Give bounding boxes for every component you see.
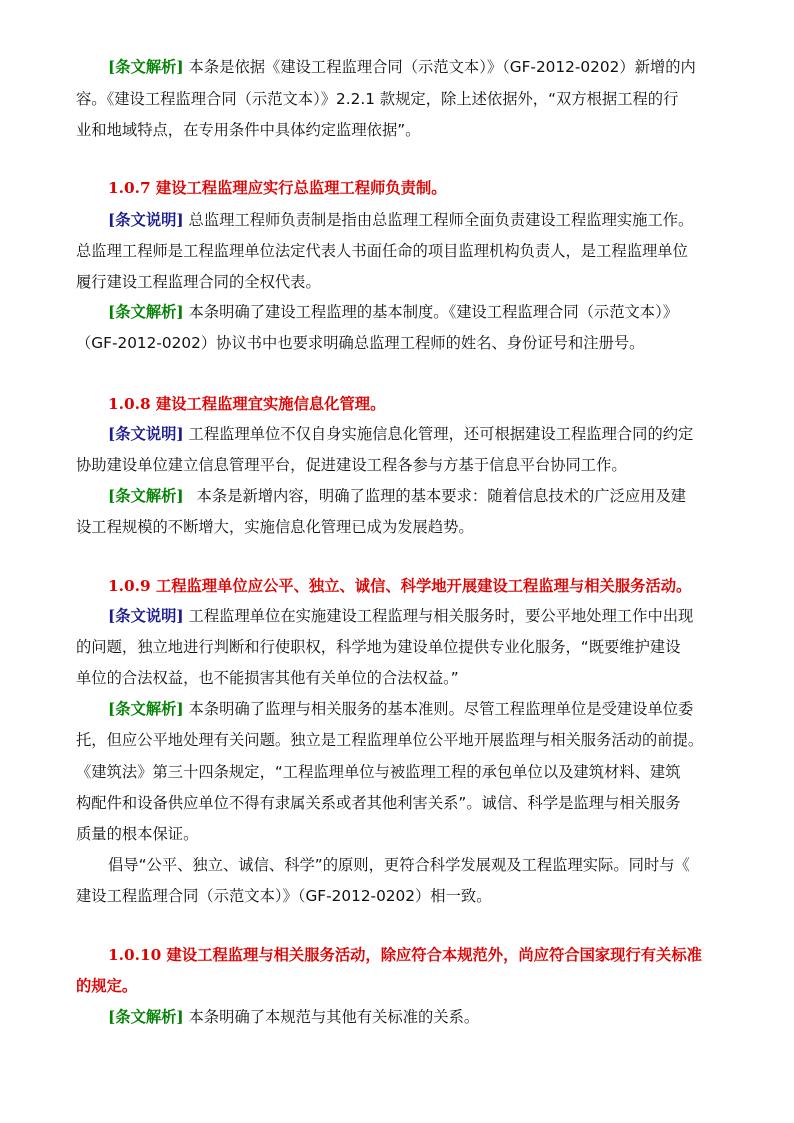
paragraph-line: 总监理工程师是工程监理单位法定代表人书面任命的项目监理机构负责人，是工程监理单位 <box>76 242 688 260</box>
paragraph-line: 质量的根本保证。 <box>76 825 199 843</box>
clause-heading-1-0-10-cont: 的规定。 <box>76 977 138 995</box>
paragraph-line <box>108 209 693 231</box>
text: 本条明确了本规范与其他有关标准的关系。 <box>188 1008 480 1026</box>
text: 本条明确了监理与相关服务的基本准则。尽管工程监理单位是受建设单位委 <box>188 700 694 718</box>
clause-heading-1-0-10: 1.0.10 建设工程监理与相关服务活动，除应符合本规范外，尚应符合国家现行有关标准 <box>108 946 702 964</box>
text: 本条是依据《建设工程监理合同（示范文本）》（GF-2012-0202）新增的内 <box>188 58 696 76</box>
analysis-tag: [条文解析] <box>108 700 184 718</box>
paragraph-line: （GF-2012-0202）协议书中也要求明确总监理工程师的姓名、身份证号和注册号。 <box>76 334 645 352</box>
text: 总监理工程师负责制是指由总监理工程师全面负责建设工程监理实施工作。 <box>188 211 694 229</box>
paragraph-line: 容。《建设工程监理合同（示范文本）》2.2.1 款规定，除上述依据外，“双方根据工程的行 <box>76 90 679 108</box>
text: 工程监理单位在实施建设工程监理与相关服务时，要公平地处理工作中出现 <box>188 607 694 625</box>
paragraph-line: 履行建设工程监理合同的全权代表。 <box>76 273 321 291</box>
paragraph-line: 协助建设单位建立信息管理平台，促进建设工程各参与方基于信息平台协同工作。 <box>76 456 627 474</box>
clause-heading-1-0-7: 1.0.7 建设工程监理应实行总监理工程师负责制。 <box>108 179 447 197</box>
explanation-tag: [条文说明] <box>108 607 184 625</box>
clause-heading-1-0-8: 1.0.8 建设工程监理宜实施信息化管理。 <box>108 395 386 413</box>
text: 工程监理单位不仅自身实施信息化管理，还可根据建设工程监理合同的约定 <box>188 425 694 443</box>
paragraph-line <box>108 485 686 507</box>
paragraph-line: 的问题，独立地进行判断和行使职权，科学地为建设单位提供专业化服务，“既要维护建设 <box>76 638 681 656</box>
explanation-tag: [条文说明] <box>108 425 184 443</box>
paragraph-line: 构配件和设备供应单位不得有隶属关系或者其他利害关系”。诚信、科学是监理与相关服务 <box>76 794 681 812</box>
paragraph-line <box>108 301 678 323</box>
paragraph-line <box>108 605 693 627</box>
analysis-tag: [条文解析] <box>108 303 184 321</box>
analysis-tag: [条文解析] <box>108 487 184 505</box>
paragraph-line: 倡导“公平、独立、诚信、科学”的原则，更符合科学发展观及工程监理实际。同时与《 <box>108 856 690 874</box>
analysis-tag: [条文解析] <box>108 1008 184 1026</box>
paragraph-line: 《建筑法》第三十四条规定，“工程监理单位与被监理工程的承包单位以及建筑材料、建筑 <box>76 763 681 781</box>
paragraph-line: 设工程规模的不断增大，实施信息化管理已成为发展趋势。 <box>76 518 474 536</box>
paragraph-line <box>108 423 693 445</box>
text: 本条是新增内容，明确了监理的基本要求：随着信息技术的广泛应用及建 <box>196 487 687 505</box>
paragraph-line <box>108 56 696 78</box>
clause-heading-1-0-9: 1.0.9 工程监理单位应公平、独立、诚信、科学地开展建设工程监理与相关服务活动。 <box>108 577 692 595</box>
paragraph-line <box>108 1006 479 1028</box>
text: 本条明确了建设工程监理的基本制度。《建设工程监理合同（示范文本）》 <box>188 303 679 321</box>
paragraph-line: 托，但应公平地处理有关问题。独立是工程监理单位公平地开展监理与相关服务活动的前提。 <box>76 731 704 749</box>
analysis-tag: [条文解析] <box>108 58 184 76</box>
paragraph-line: 建设工程监理合同（示范文本）》（GF-2012-0202）相一致。 <box>76 887 492 905</box>
paragraph-line: 单位的合法权益，也不能损害其他有关单位的合法权益。” <box>76 669 459 687</box>
paragraph-line: 业和地域特点，在专用条件中具体约定监理依据”。 <box>76 121 421 139</box>
paragraph-line <box>108 698 693 720</box>
explanation-tag: [条文说明] <box>108 211 184 229</box>
